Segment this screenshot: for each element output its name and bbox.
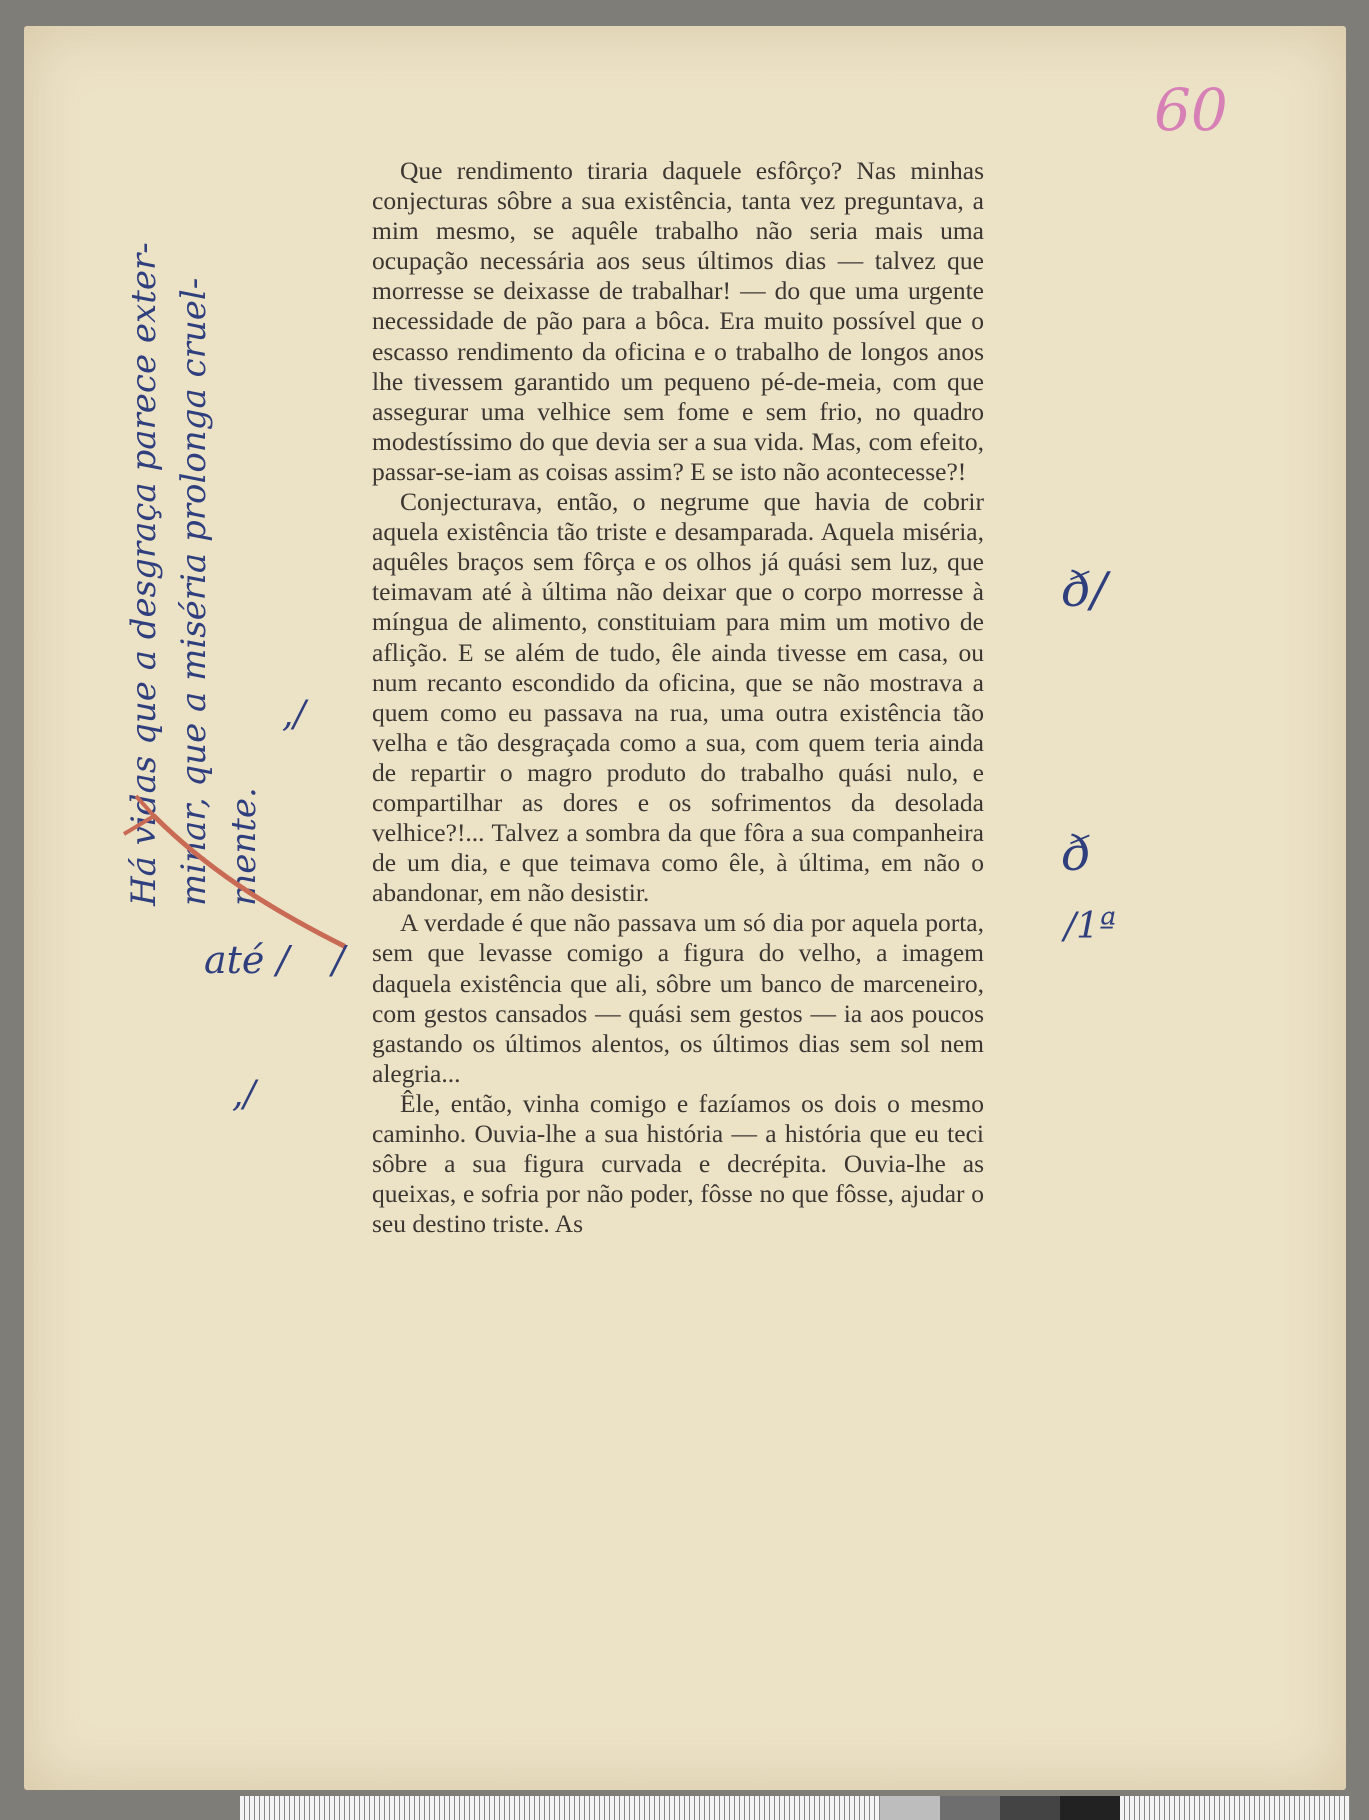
paragraph-4: Êle, então, vinha comigo e fazíamos os dois o mesmo caminho. Ouvia-lhe a sua história — a história que eu teci sôbre a sua figura curvada e decrépita. Ouvia-lhe as queixas, e sofria por não poder, fôsse no que fôsse, ajudar o seu destino triste. As [372,1088,984,1239]
margin-note-line-3: mente. [224,787,264,906]
printed-text [372,156,984,1239]
comma-slash-mark-2: ,/ [232,1074,256,1115]
comma-slash-mark-1: ,/ [282,694,306,735]
delete-mark-1: ð/ [1062,562,1108,618]
delete-mark-2: ð [1062,826,1091,882]
paragraph-2: Conjecturava, então, o negrume que havia de cobrir aquela existência tão triste e desamparada. Aquela miséria, aquêles braços sem fôrça e os olhos já quási sem luz, que teimavam até à última não deixar que o corpo morresse à míngua de alimento, constituiam para mim um motivo de aflição. E se além de tudo, êle ainda tivesse em casa, ou num recanto escondido da oficina, que se não mostrava a quem como eu passava na rua, uma outra existência tão velha e tão desgraçada como a sua, com quem teria ainda de repartir o magro produto do trabalho quási nulo, e compartilhar as dores e os sofrimentos da desolada velhice?!... Talvez a sombra da que fôra a sua companheira de um dia, e que teimava como êle, à última, em não o abandonar, em não desistir. [372,487,984,908]
paragraph-1: Que rendimento tiraria daquele esfôrço? Nas minhas conjecturas sôbre a sua existência, tanta vez preguntava, a mim mesmo, se aquêle trabalho não seria mais uma ocupação necessária aos seus últimos dias — talvez que morresse se deixasse de trabalhar! — do que uma urgente necessidade de pão para a bôca. Era muito possível que o escasso rendimento da oficina e o trabalho de longos anos lhe tivessem garantido um pequeno pé-de-meia, com que assegurar uma velhice sem fome e sem frio, no quadro modestíssimo do que devia ser a sua vida. Mas, com efeito, passar-se-iam as coisas assim? E se isto não acontecesse?! [372,156,984,486]
manuscript-page [24,26,1346,1790]
ate-insert-mark: até / [204,938,290,982]
slash-mark: / [332,938,345,982]
scale-ruler [240,1796,1350,1820]
paragraph-3: A verdade é que não passava um só dia por aquela porta, sem que levasse comigo a figura do velho, a imagem daquela existência que ali, sôbre um banco de marceneiro, com gestos cansados — quási sem gestos — ia aos poucos gastando os últimos alentos, os últimos dias sem sol nem alegria... [372,908,984,1088]
note-mark: /1ª [1064,906,1117,947]
margin-note-line-2: minar, que a miséria prolonga cruel- [174,277,214,906]
margin-note-line-1: Há vidas que a desgraça parece exter- [124,242,164,906]
page-number: 60 [1154,76,1228,144]
